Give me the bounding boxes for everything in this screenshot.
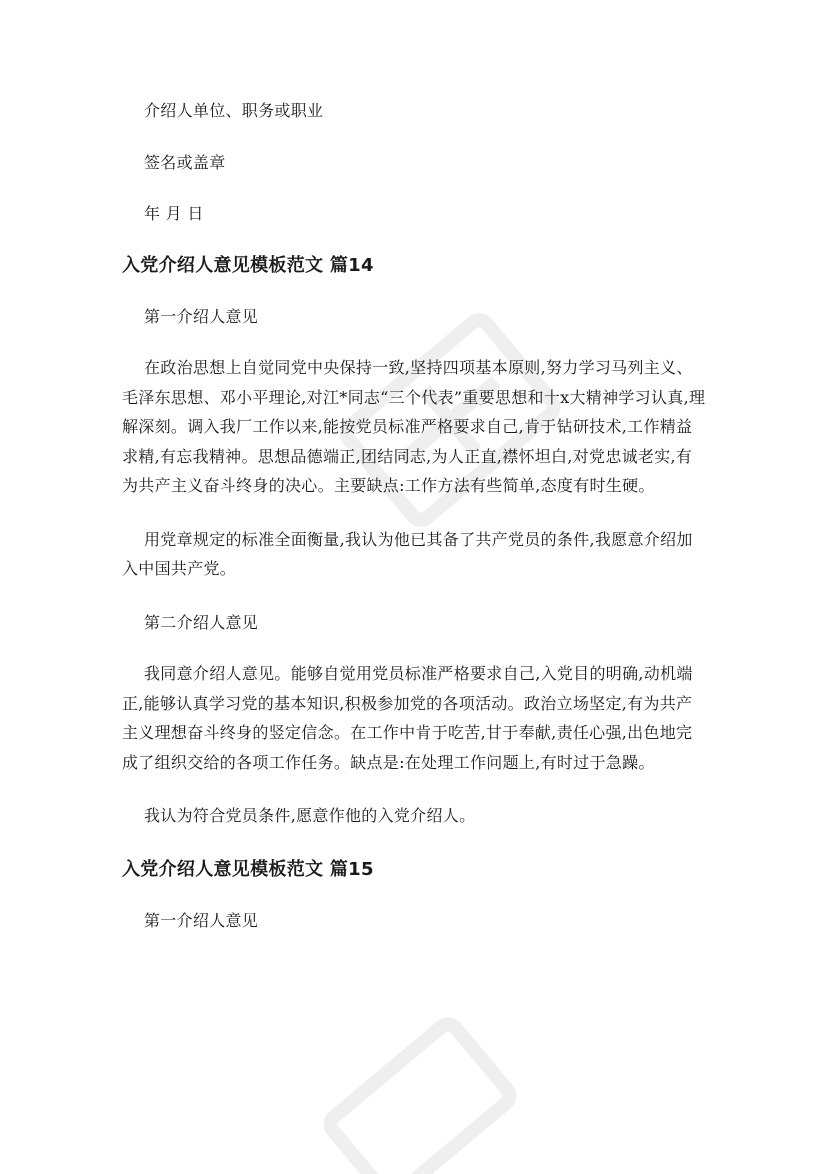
date-line: 年 月 日 (144, 204, 204, 223)
section-14-first-label: 第一介绍人意见 (144, 306, 259, 326)
signature-line: 签名或盖章 (144, 152, 226, 172)
section-14-heading: 入党介绍人意见模板范文 篇14 (122, 254, 374, 276)
section-14-first-paragraph-2: 用党章规定的标准全面衡量,我认为他已其备了共产党员的条件,我愿意介绍加入中国共产党。 (122, 529, 693, 578)
section-14-first-paragraph-1: 在政治思想上自觉同党中央保持一致,坚持四项基本原则,努力学习马列主义、毛泽东思想、邓小平理论,对江*同志“三个代表”重要思想和十x大精神学习认真,理解深刻。调入我厂工作以来,能按党员标准严格要求自己,肯于钻研技术,工作精益求精,有忘我精神。思想品德端正,团结同志,为人正直,襟怀坦白,对党忠诚老实,有为共产主义奋斗终身的决心。主要缺点:工作方法有些简单,态度有时生硬。 (122, 358, 706, 495)
section-14-second-paragraph-1: 我同意介绍人意见。能够自觉用党员标准严格要求自己,入党目的明确,动机端正,能够认真学习党的基本知识,积极参加党的各项活动。政治立场坚定,有为共产主义理想奋斗终身的竖定信念。在工作中肯于吃苦,甘于奉献,责任心强,出色地完成了组织交给的各项工作任务。缺点是:在处理工作问题上,有时过于急躁。 (122, 664, 693, 772)
introducer-unit-line: 介绍人单位、职务或职业 (144, 101, 324, 120)
section-15-first-label: 第一介绍人意见 (144, 910, 259, 930)
section-15-heading: 入党介绍人意见模板范文 篇15 (122, 858, 374, 880)
document-body (122, 96, 707, 957)
section-14-second-paragraph-2: 我认为符合党员条件,愿意作他的入党介绍人。 (144, 806, 476, 825)
section-14-second-label: 第二介绍人意见 (144, 612, 259, 632)
